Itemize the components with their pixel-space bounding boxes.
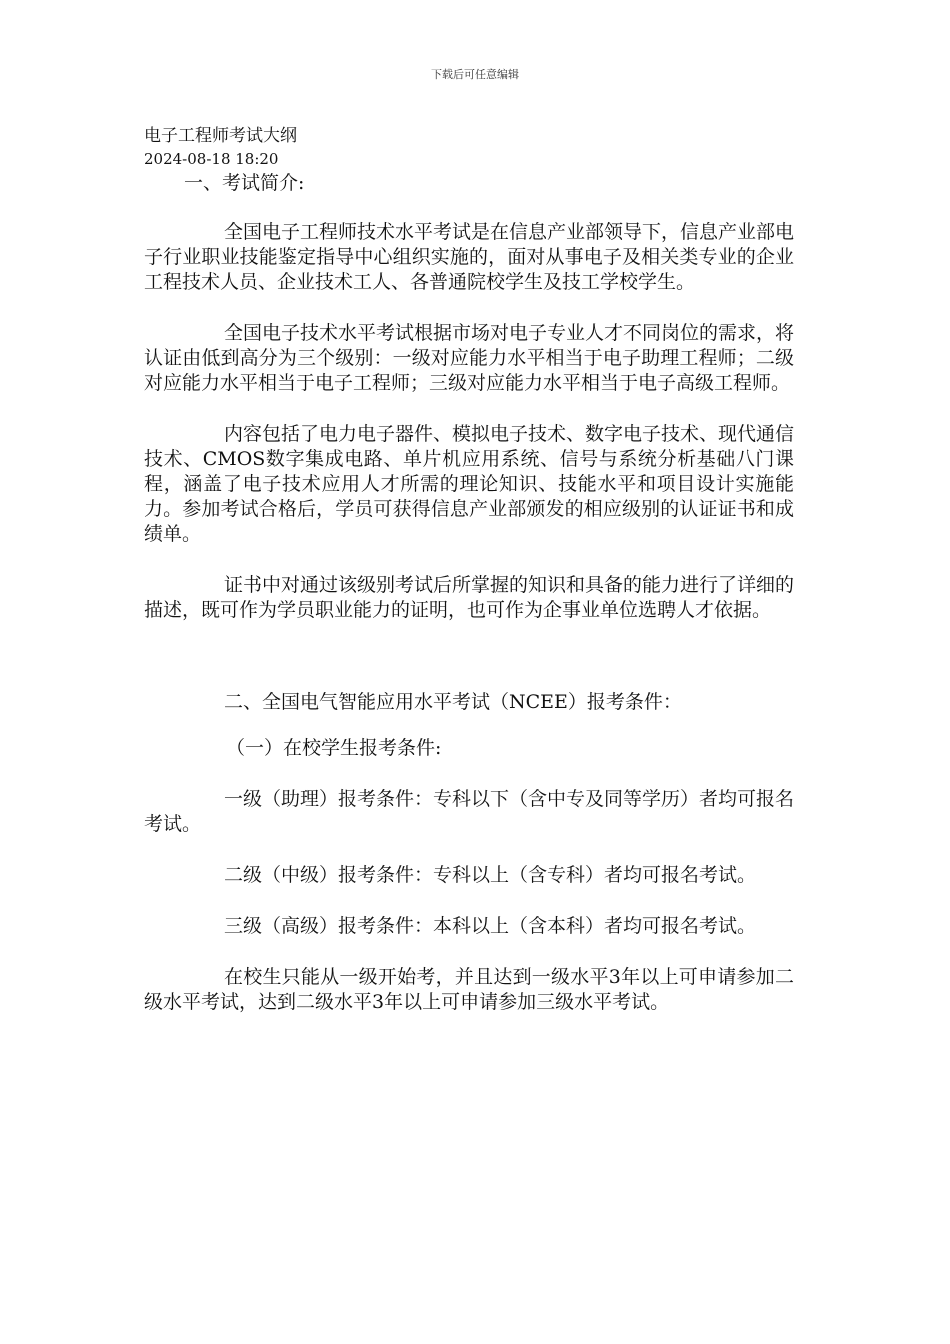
- document-title: 电子工程师考试大纲: [144, 126, 297, 146]
- header-note: 下载后可任意编辑: [431, 68, 519, 81]
- section-2-paragraph: 一级（助理）报考条件：专科以下（含中专及同等学历）者均可报名考试。: [144, 788, 795, 835]
- section-2-paragraph: 三级（高级）报考条件：本科以上（含本科）者均可报名考试。: [224, 915, 757, 937]
- section-1-paragraph: 内容包括了电力电子器件、模拟电子技术、数字电子技术、现代通信技术、CMOS数字集成电路、单片机应用系统、信号与系统分析基础八门课程，涵盖了电子技术应用人才所需的理论知识、技能水平和项目设计实施能力。参加考试合格后，学员可获得信息产业部颁发的相应级别的认证证书和成绩单。: [144, 423, 795, 545]
- section-2-heading: 二、全国电气智能应用水平考试（NCEE）报考条件：: [224, 691, 682, 713]
- section-2-paragraph: 二级（中级）报考条件：专科以上（含专科）者均可报名考试。: [224, 864, 757, 886]
- section-1-heading: 一、考试简介:: [184, 172, 305, 194]
- section-1-paragraph: 全国电子技术水平考试根据市场对电子专业人才不同岗位的需求，将认证由低到高分为三个级别：一级对应能力水平相当于电子助理工程师；二级对应能力水平相当于电子工程师；三级对应能力水平相当于电子高级工程师。: [144, 322, 795, 394]
- section-1-paragraph: 全国电子工程师技术水平考试是在信息产业部领导下，信息产业部电子行业职业技能鉴定指导中心组织实施的，面对从事电子及相关类专业的企业工程技术人员、企业技术工人、各普通院校学生及技工学校学生。: [144, 221, 795, 293]
- document-body: [144, 124, 794, 1041]
- section-2-paragraph: 在校生只能从一级开始考，并且达到一级水平3年以上可申请参加二级水平考试，达到二级水平3年以上可申请参加三级水平考试。: [144, 966, 794, 1013]
- section-1-paragraph: 证书中对通过该级别考试后所掌握的知识和具备的能力进行了详细的描述，既可作为学员职业能力的证明，也可作为企事业单位选聘人才依据。: [144, 574, 795, 621]
- section-2-subheading: （一）在校学生报考条件:: [226, 737, 442, 759]
- document-date: 2024-08-18 18:20: [144, 150, 279, 168]
